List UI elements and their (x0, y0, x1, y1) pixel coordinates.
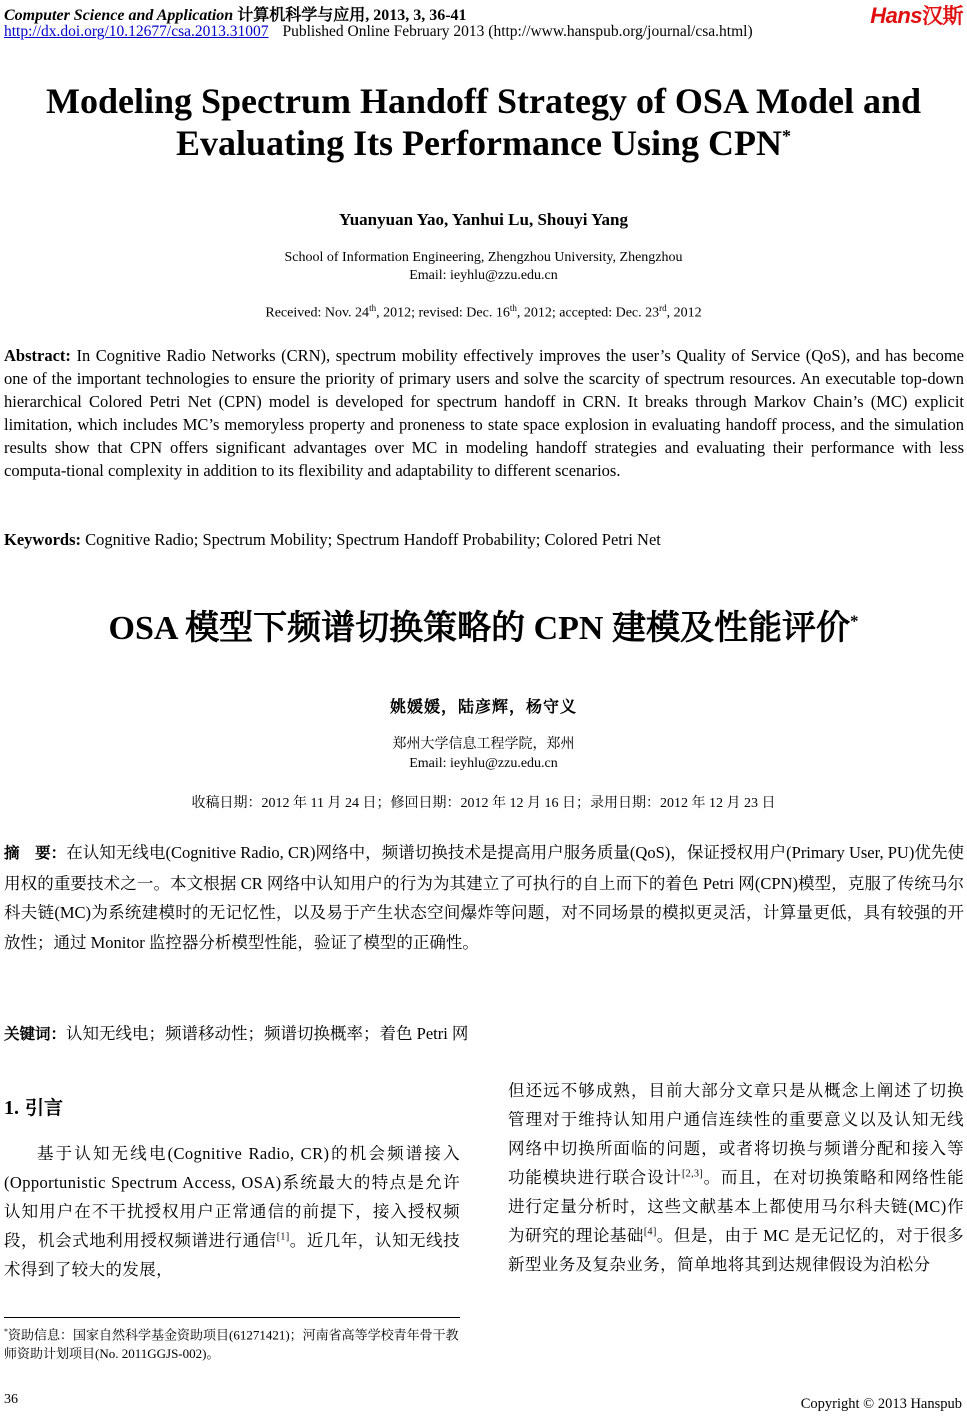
funding-footnote (4, 1322, 464, 1363)
citation-ref[interactable]: [4] (643, 1226, 657, 1238)
body-column-left: 基于认知无线电(Cognitive Radio, CR)的机会频谱接入(Opportunistic Spectrum Access, OSA)系统最大的特点是允许认知用户在不干扰授权用户正常通信的前提下，接入授权频段，机会式地利用授权频谱进行通信[1]。近几年，认知无线技术得到了较大的发展， (4, 1144, 461, 1279)
abstract-en (4, 344, 964, 482)
abstract-label: Abstract: (4, 346, 71, 365)
keywords-text: Cognitive Radio; Spectrum Mobility; Spectrum Handoff Probability; Colored Petri Net (81, 530, 661, 549)
title-line-1: Modeling Spectrum Handoff Strategy of OSA Model and (45, 81, 921, 121)
citation-ref[interactable]: [1] (276, 1231, 290, 1243)
body-column-right: 但还远不够成熟，目前大部分文章只是从概念上阐述了切换管理对于维持认知用户通信连续性的重要意义以及认知无线网络中切换所面临的问题，或者将切换与频谱分配和接入等功能模块进行联合设计[2,3]。而且，在对切换策略和网络性能进行定量分析时，这些文献基本上都使用马尔科夫链(MC)作为研究的理论基础[4]。但是，由于 MC 是无记忆的，对于很多新型业务及复杂业务，简单地将其到达规律假设为泊松分 (508, 1081, 965, 1274)
footnote-divider (4, 1317, 460, 1318)
abstract-text: In Cognitive Radio Networks (CRN), spectrum mobility effectively improves the user’s Quality of Service (QoS), and has become one of the important technologies to ensure the priority of primary users and solve the scarcity of spectrum resources. An executable top-down hierarchical Colored Petri Net (CPN) model is developed for spectrum handoff in CRN. It breaks through Markov Chain’s (MC) explicit limitation, which includes MC’s memoryless property and proneness to state space explosion in evaluating handoff process, and the simulation results show that CPN offers significant advantages over MC in modeling handoff strategies and evaluating their performance with less computa-tional complexity in addition to its flexibility and adaptability to different scenarios. (4, 346, 964, 480)
footnote-text: 资助信息：国家自然科学基金资助项目(61271421)；河南省高等学校青年骨干教师资助计划项目(No. 2011GGJS-002)。 (4, 1327, 459, 1362)
page-number: 36 (4, 1392, 18, 1407)
funding-mark: * (781, 126, 791, 146)
section-heading (4, 1093, 63, 1120)
journal-header (4, 2, 467, 25)
citation-ref[interactable]: [2,3] (681, 1168, 704, 1180)
paper-title-cn: OSA 模型下频谱切换策略的 CPN 建模及性能评价* (108, 610, 859, 647)
journal-issue: 计算机科学与应用, 2013, 3, 36-41 (233, 7, 467, 24)
keywords-label: Keywords: (4, 530, 81, 549)
keywords-label: 关键词： (4, 1025, 67, 1043)
doi-link[interactable]: http://dx.doi.org/10.12677/csa.2013.31007 (4, 23, 269, 40)
affiliation-text: 郑州大学信息工程学院，郑州 (392, 737, 575, 752)
keywords-text: 认知无线电；频谱移动性；频谱切换概率；着色 Petri 网 (66, 1024, 469, 1043)
authors-cn: 姚媛媛，陆彦辉，杨守义 (389, 699, 577, 716)
section-number: 1. (4, 1097, 19, 1119)
abstract-cn (4, 838, 964, 957)
abstract-label: 摘 要： (4, 844, 67, 862)
authors-en: Yuanyuan Yao, Yanhui Lu, Shouyi Yang (339, 210, 628, 229)
email-en: Email: ieyhlu@zzu.edu.cn (409, 268, 558, 283)
email-cn: Email: ieyhlu@zzu.edu.cn (409, 756, 558, 771)
affiliation-en (0, 249, 967, 285)
hans-logo (870, 0, 963, 30)
journal-name-en: Computer Science and Application (4, 7, 234, 24)
published-online: Published Online February 2013 (http://www.hanspub.org/journal/csa.html) (282, 23, 753, 40)
dates-cn: 收稿日期：2012 年 11 月 24 日；修回日期：2012 年 12 月 16 日；录用日期：2012 年 12 月 23 日 (191, 796, 776, 811)
title-line-2: Evaluating Its Performance Using CPN* (176, 123, 791, 163)
abstract-text: 在认知无线电(Cognitive Radio, CR)网络中，频谱切换技术是提高用户服务质量(QoS)，保证授权用户(Primary User, PU)优先使用权的重要技术之一。本文根据 CR 网络中认知用户的行为为其建立了可执行的自上而下的着色 Petri 网(CPN)模型，克服了传统马尔科夫链(MC)为系统建模时的无记忆性，以及易于产生状态空间爆炸等问题，对不同场景的模拟更灵活，计算量更低，具有较强的开放性；通过 Monitor 监控器分析模型性能，验证了模型的正确性。 (4, 843, 964, 952)
logo-text-cn: 汉斯 (922, 5, 963, 28)
copyright: Copyright © 2013 Hanspub (800, 1396, 962, 1412)
footnote-mark: * (4, 1327, 8, 1336)
affiliation-cn (0, 735, 967, 773)
dates-en: Received: Nov. 24th, 2012; revised: Dec. 16th, 2012; accepted: Dec. 23rd, 2012 (265, 303, 702, 321)
keywords-cn (4, 1020, 964, 1044)
section-title: 引言 (25, 1097, 64, 1119)
paper-title-en (0, 80, 967, 164)
publication-info (4, 23, 753, 41)
affiliation-text: School of Information Engineering, Zhengzhou University, Zhengzhou (284, 250, 683, 265)
keywords-en (4, 530, 964, 550)
funding-mark: * (849, 611, 859, 631)
logo-text-en: Hans (870, 3, 922, 28)
